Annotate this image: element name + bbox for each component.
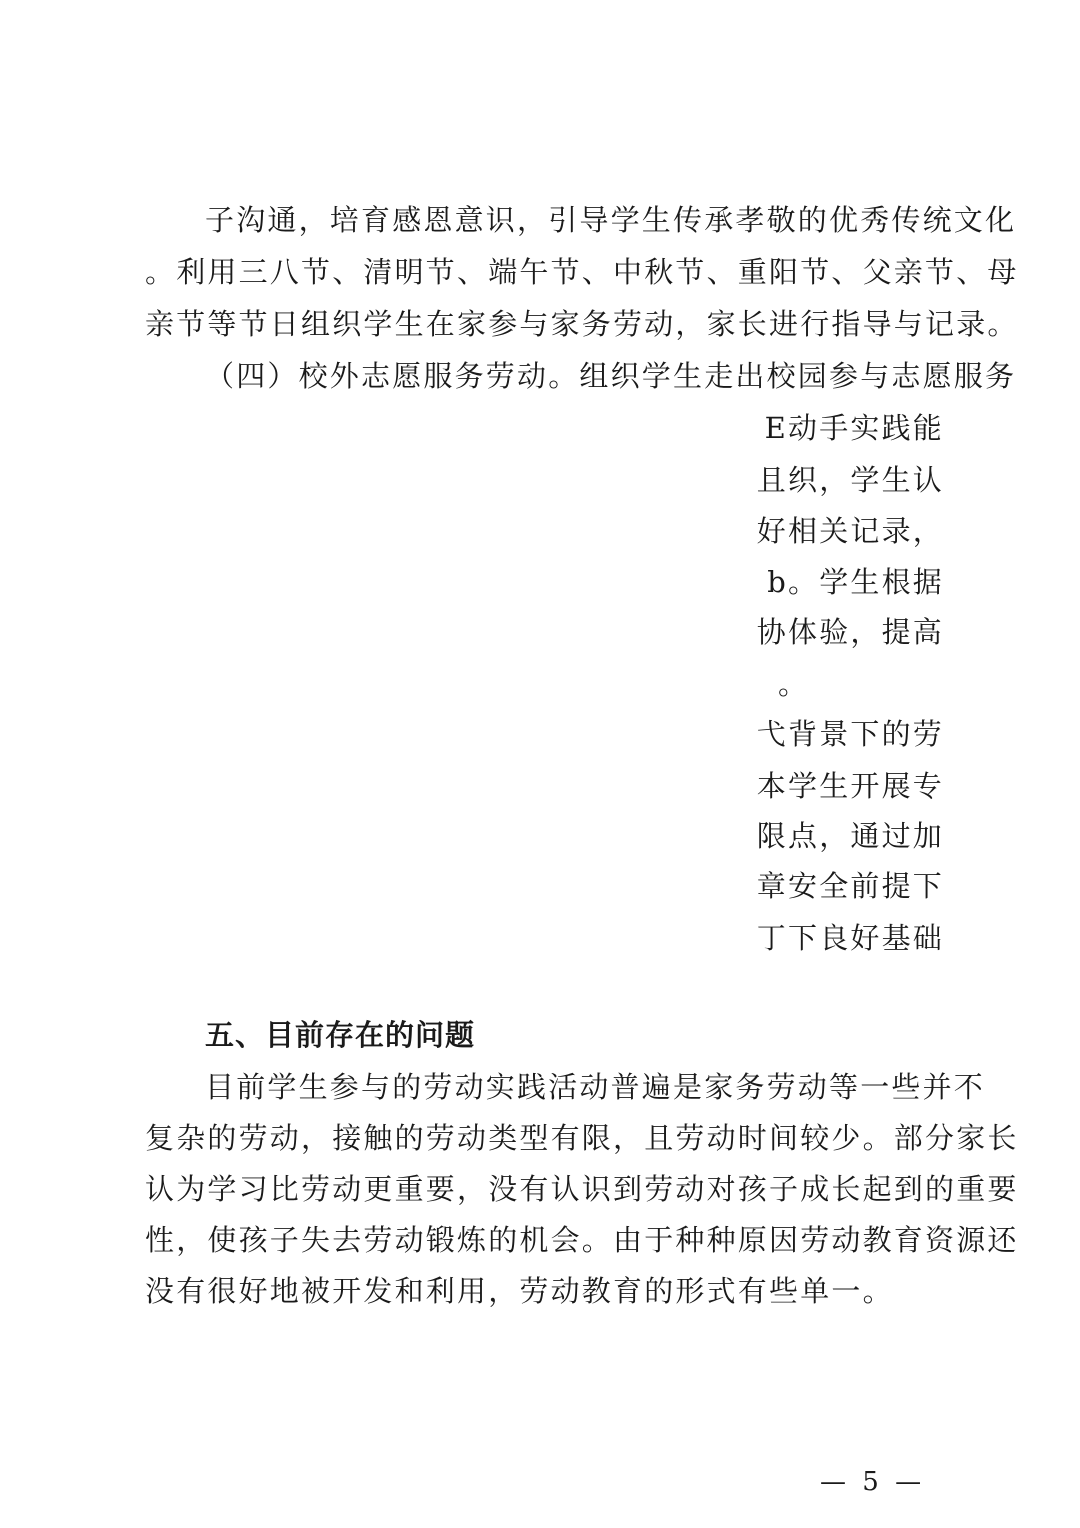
page-number: — 5 — [820, 1467, 926, 1497]
paragraph-line: 亲节等节日组织学生在家参与家务劳动，家长进行指导与记录。 [145, 307, 1019, 341]
paragraph-line: 没有很好地被开发和利用，劳动教育的形式有些单一。 [145, 1274, 894, 1308]
paragraph-line: 认为学习比劳动更重要，没有认识到劳动对孩子成长起到的重要 [145, 1172, 1019, 1206]
text-fragment: 限点，通过加 [756, 819, 944, 853]
section-heading: 五、目前存在的问题 [205, 1018, 476, 1052]
paragraph-line: 子沟通，培育感恩意识，引导学生传承孝敬的优秀传统文化 [205, 203, 1017, 237]
text-fragment: 弋背景下的劳 [756, 717, 944, 751]
paragraph-line: （四）校外志愿服务劳动。组织学生走出校园参与志愿服务 [205, 359, 1017, 393]
text-fragment: 章安全前提下 [756, 869, 944, 903]
paragraph-line: 目前学生参与的劳动实践活动普遍是家务劳动等一些并不 [205, 1070, 986, 1104]
paragraph-line: 。利用三八节、清明节、端午节、中秋节、重阳节、父亲节、母 [145, 255, 1019, 289]
text-fragment: 协体验，提高 [756, 615, 944, 649]
text-fragment: 好相关记录， [756, 514, 944, 548]
text-fragment: 。 [778, 667, 810, 701]
text-fragment: 丁下良好基础 [756, 921, 944, 955]
paragraph-line: 性，使孩子失去劳动锻炼的机会。由于种种原因劳动教育资源还 [145, 1223, 1019, 1257]
text-fragment: E动手实践能 [764, 411, 944, 445]
text-fragment: 本学生开展专 [756, 769, 944, 803]
text-fragment: b。学生根据 [767, 565, 944, 599]
text-fragment: 且织，学生认 [756, 463, 944, 497]
paragraph-line: 复杂的劳动，接触的劳动类型有限，且劳动时间较少。部分家长 [145, 1121, 1019, 1155]
